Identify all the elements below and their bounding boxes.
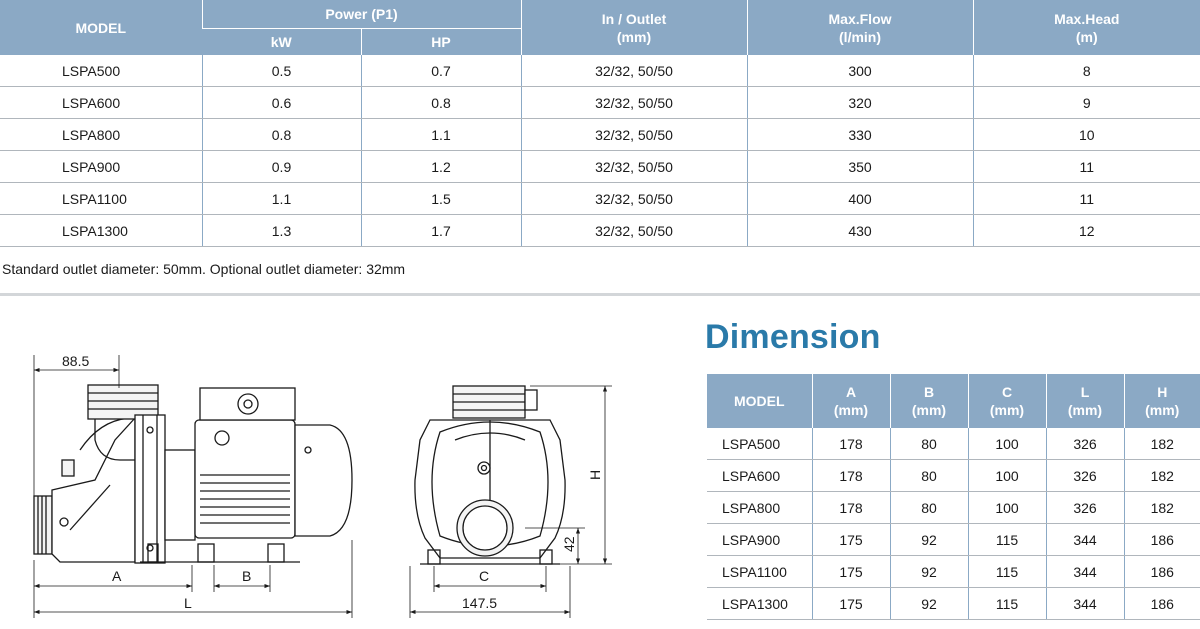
table-row	[707, 588, 1200, 620]
dim-header-l1: MODEL	[733, 393, 785, 409]
cell-hp: 1.1	[361, 119, 521, 151]
cell-model: LSPA1300	[0, 215, 202, 247]
dim-label-h: H	[587, 469, 603, 480]
cell-kw: 1.3	[202, 215, 361, 247]
table-row	[0, 183, 1200, 215]
table-row	[707, 556, 1200, 588]
cell-h: 182	[1124, 492, 1200, 524]
cell-inout: 32/32, 50/50	[521, 215, 747, 247]
table-row	[707, 460, 1200, 492]
cell-model: LSPA500	[0, 55, 202, 87]
pump-dimension-drawing	[0, 300, 700, 629]
cell-model: LSPA800	[0, 119, 202, 151]
cell-model: LSPA900	[707, 524, 812, 556]
pump-front-view	[410, 386, 612, 618]
cell-flow: 320	[747, 87, 973, 119]
dim-header-l1: C	[1001, 384, 1013, 400]
col-flow-header	[747, 0, 973, 55]
dim-label-b: B	[242, 568, 252, 584]
cell-head: 8	[973, 55, 1200, 87]
cell-kw: 1.1	[202, 183, 361, 215]
col-inout-header	[521, 0, 747, 55]
cell-flow: 300	[747, 55, 973, 87]
cell-model: LSPA1300	[707, 588, 812, 620]
cell-h: 182	[1124, 460, 1200, 492]
cell-inout: 32/32, 50/50	[521, 55, 747, 87]
outlet-diameter-note: Standard outlet diameter: 50mm. Optional outlet diameter: 32mm	[2, 261, 406, 277]
table-row	[0, 55, 1200, 87]
cell-model: LSPA600	[707, 460, 812, 492]
dim-label-l: L	[184, 595, 192, 611]
cell-l: 344	[1046, 556, 1124, 588]
cell-a: 178	[812, 428, 890, 460]
col-kw-header: kW	[202, 29, 361, 56]
cell-l: 326	[1046, 428, 1124, 460]
cell-b: 92	[890, 588, 968, 620]
inout-header-l2: (mm)	[616, 28, 652, 45]
head-header-l2: (m)	[1075, 28, 1098, 45]
col-hp-header: HP	[361, 29, 521, 56]
cell-b: 80	[890, 492, 968, 524]
table-row	[0, 87, 1200, 119]
table-row	[707, 524, 1200, 556]
dim-header-l2: (mm)	[833, 402, 869, 418]
dim-col-c-header	[968, 374, 1046, 428]
dim-col-l-header	[1046, 374, 1124, 428]
col-model-header: MODEL	[0, 0, 202, 55]
dim-col-model-header	[707, 374, 812, 428]
cell-flow: 430	[747, 215, 973, 247]
dim-label-88-5: 88.5	[62, 353, 90, 369]
cell-l: 344	[1046, 588, 1124, 620]
cell-inout: 32/32, 50/50	[521, 119, 747, 151]
table-row	[707, 428, 1200, 460]
cell-hp: 1.5	[361, 183, 521, 215]
inout-header-l1: In / Outlet	[601, 10, 667, 27]
cell-model: LSPA800	[707, 492, 812, 524]
dim-header-l1: H	[1157, 384, 1168, 400]
cell-h: 186	[1124, 556, 1200, 588]
dim-label-147-5: 147.5	[462, 595, 498, 611]
col-power-header: Power (P1)	[202, 0, 521, 29]
table-row	[707, 492, 1200, 524]
cell-c: 115	[968, 588, 1046, 620]
cell-head: 10	[973, 119, 1200, 151]
cell-b: 80	[890, 428, 968, 460]
cell-c: 115	[968, 524, 1046, 556]
cell-model: LSPA900	[0, 151, 202, 183]
cell-inout: 32/32, 50/50	[521, 183, 747, 215]
cell-flow: 330	[747, 119, 973, 151]
cell-head: 11	[973, 183, 1200, 215]
cell-model: LSPA500	[707, 428, 812, 460]
performance-table	[0, 0, 1200, 247]
cell-kw: 0.9	[202, 151, 361, 183]
cell-h: 182	[1124, 428, 1200, 460]
dim-header-l1: L	[1080, 384, 1090, 400]
cell-a: 175	[812, 524, 890, 556]
cell-c: 100	[968, 428, 1046, 460]
pump-side-view	[34, 355, 352, 618]
dim-label-c: C	[479, 568, 490, 584]
dim-col-b-header	[890, 374, 968, 428]
cell-b: 92	[890, 524, 968, 556]
dim-header-l1: A	[845, 384, 857, 400]
cell-inout: 32/32, 50/50	[521, 151, 747, 183]
cell-kw: 0.5	[202, 55, 361, 87]
cell-head: 9	[973, 87, 1200, 119]
dimension-title: Dimension	[705, 318, 881, 356]
cell-head: 12	[973, 215, 1200, 247]
dim-header-l2: (mm)	[1145, 402, 1180, 418]
table-row	[0, 151, 1200, 183]
cell-b: 92	[890, 556, 968, 588]
flow-header-l2: (l/min)	[839, 28, 882, 45]
cell-model: LSPA1100	[0, 183, 202, 215]
cell-c: 115	[968, 556, 1046, 588]
cell-a: 178	[812, 492, 890, 524]
cell-b: 80	[890, 460, 968, 492]
cell-hp: 1.7	[361, 215, 521, 247]
dim-header-l1: B	[923, 384, 935, 400]
table-row	[0, 215, 1200, 247]
dim-header-l2: (mm)	[989, 402, 1025, 418]
cell-hp: 1.2	[361, 151, 521, 183]
cell-kw: 0.6	[202, 87, 361, 119]
col-head-header	[973, 0, 1200, 55]
head-header-l1: Max.Head	[1054, 10, 1120, 27]
cell-head: 11	[973, 151, 1200, 183]
dim-col-h-header	[1124, 374, 1200, 428]
dim-header-l2: (mm)	[1067, 402, 1103, 418]
cell-h: 186	[1124, 524, 1200, 556]
cell-l: 326	[1046, 460, 1124, 492]
dim-label-42: 42	[561, 536, 577, 552]
section-divider	[0, 293, 1200, 296]
cell-c: 100	[968, 492, 1046, 524]
cell-model: LSPA600	[0, 87, 202, 119]
cell-a: 175	[812, 588, 890, 620]
cell-l: 344	[1046, 524, 1124, 556]
cell-h: 186	[1124, 588, 1200, 620]
flow-header-l1: Max.Flow	[828, 10, 892, 27]
cell-model: LSPA1100	[707, 556, 812, 588]
cell-hp: 0.8	[361, 87, 521, 119]
cell-flow: 350	[747, 151, 973, 183]
dim-header-l2: (mm)	[911, 402, 947, 418]
cell-c: 100	[968, 460, 1046, 492]
dim-label-a: A	[112, 568, 122, 584]
cell-kw: 0.8	[202, 119, 361, 151]
cell-flow: 400	[747, 183, 973, 215]
dimension-table	[707, 374, 1200, 620]
cell-a: 175	[812, 556, 890, 588]
cell-hp: 0.7	[361, 55, 521, 87]
table-row	[0, 119, 1200, 151]
cell-a: 178	[812, 460, 890, 492]
dim-col-a-header	[812, 374, 890, 428]
cell-inout: 32/32, 50/50	[521, 87, 747, 119]
cell-l: 326	[1046, 492, 1124, 524]
